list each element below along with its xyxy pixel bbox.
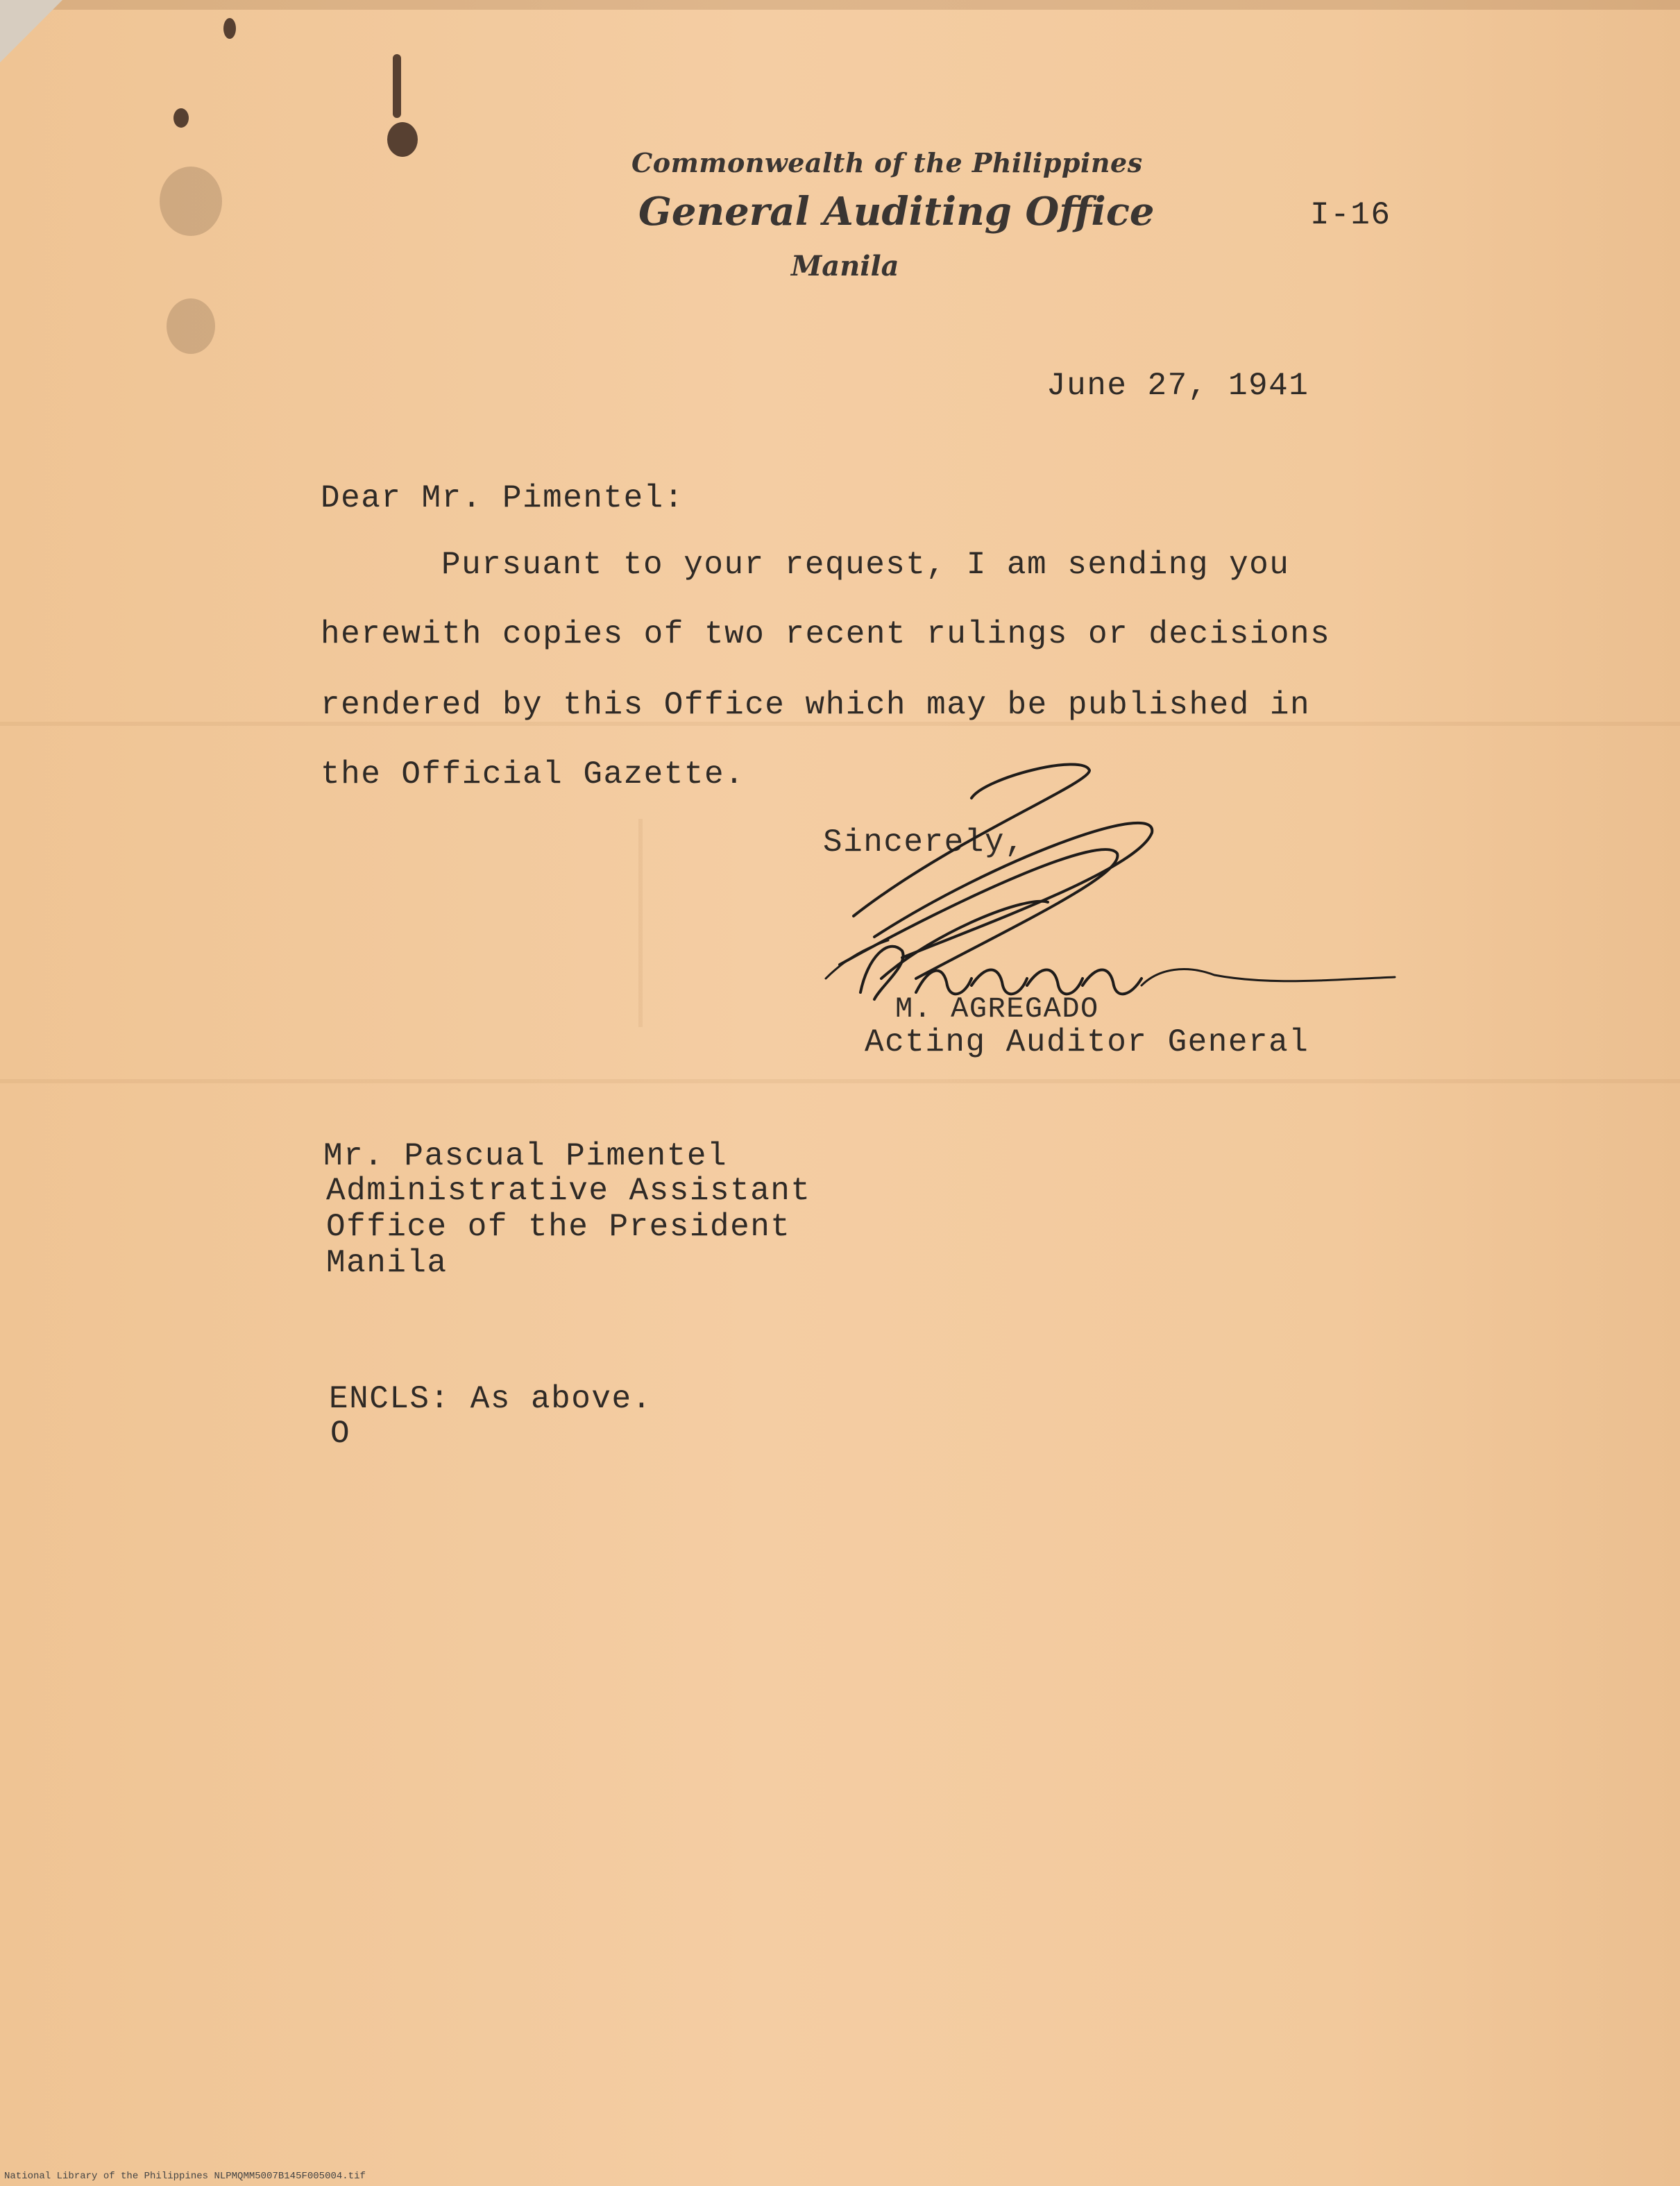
body-line: rendered by this Office which may be published in [321,687,1311,723]
addressee-line: Manila [326,1245,448,1281]
paper-smudge [160,167,222,236]
archive-footer: National Library of the Philippines NLPMQMM5007B145F005004.tif [4,2171,366,2182]
typist-initial: O [330,1416,351,1452]
handwritten-signature [798,756,1409,1048]
addressee-line: Mr. Pascual Pimentel [323,1138,728,1174]
ink-stain [173,108,189,128]
paper-fold [0,1079,1680,1083]
paper-top-edge [0,0,1680,10]
paper-crease [638,819,643,1027]
closing: Sincerely, [823,824,1026,861]
torn-corner [0,0,62,62]
salutation: Dear Mr. Pimentel: [321,480,684,516]
enclosure-note: ENCLS: As above. [329,1381,652,1417]
ink-stain [223,18,236,39]
signatory-title: Acting Auditor General [865,1024,1309,1060]
letterhead-city: Manila [791,250,899,282]
letterhead-commonwealth: Commonwealth of the Philippines [631,147,1143,178]
letter-date: June 27, 1941 [1046,368,1309,404]
ink-stain [387,122,418,157]
body-line: Pursuant to your request, I am sending you [441,547,1290,583]
ink-stain [393,54,401,118]
body-line: the Official Gazette. [321,756,745,793]
addressee-line: Office of the President [326,1209,791,1245]
addressee-line: Administrative Assistant [326,1173,811,1209]
letterhead-office: General Auditing Office [638,189,1155,235]
signatory-name: M. AGREGADO [895,992,1099,1026]
body-line: herewith copies of two recent rulings or decisions [321,616,1331,652]
paper-smudge [167,298,215,354]
file-number: I-16 [1310,197,1391,233]
